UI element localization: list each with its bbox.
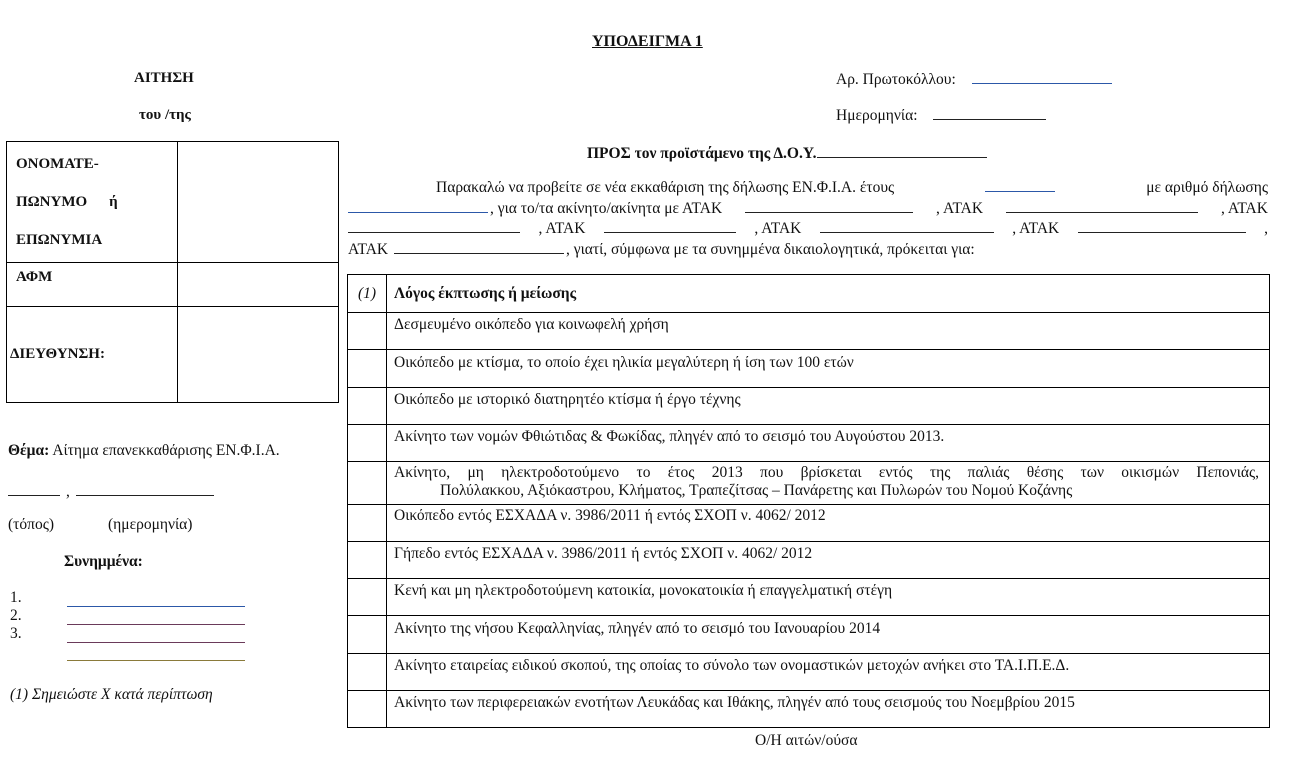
request-text-end: , γιατί, σύμφωνα με τα συνημμένα δικαιολογητικά, πρόκειται για: <box>565 240 975 258</box>
reason-text: Δεσμευμένο οικόπεδο για κοινωφελή χρήση <box>387 313 1270 350</box>
reason-text: Ακίνητο των νομών Φθιώτιδας & Φωκίδας, πληγέν από το σεισμό του Αυγούστου 2013. <box>387 425 1270 462</box>
signature-label: Ο/Η αιτών/ούσα <box>755 732 858 749</box>
request-text-1: Παρακαλώ να προβείτε σε νέα εκκαθάριση της δήλωσης ΕΝ.Φ.Ι.Α. έτους <box>436 179 895 196</box>
reason-row <box>348 654 1270 691</box>
date-caption: (ημερομηνία) <box>108 516 193 533</box>
reason-checkbox-cell[interactable] <box>348 542 387 579</box>
attachment-item: 1. <box>10 589 247 607</box>
footnote: (1) Σημειώστε Χ κατά περίπτωση <box>10 686 213 703</box>
attachment-field[interactable] <box>67 606 245 607</box>
addressee-row <box>587 145 989 163</box>
request-paragraph: Παρακαλώ να προβείτε σε νέα εκκαθάριση της δήλωσης ΕΝ.Φ.Ι.Α. έτους με αριθμό δήλωσης , για το/τα ακίνητο/ακίνητα με ΑΤΑΚ , ΑΤΑΚ , ΑΤΑΚ , ΑΤΑΚ , ΑΤΑΚ , ΑΤΑΚ , ΑΤΑΚ , γιατί, σύμφωνα με τα συνημμένα δικαιολογητικά, πρόκειται για: <box>348 179 1268 258</box>
attachment-field[interactable] <box>67 660 245 661</box>
atak-field-7[interactable] <box>394 253 564 254</box>
place-date-fields: , <box>8 483 216 501</box>
attachment-item <box>10 643 247 661</box>
reason-column-header: Λόγος έκπτωσης ή μείωσης <box>387 275 1270 313</box>
reason-row <box>348 388 1270 425</box>
reason-text-multiline <box>387 462 1270 505</box>
reasons-header-row <box>348 275 1270 313</box>
reason-row <box>348 616 1270 654</box>
afm-label-cell <box>7 263 178 307</box>
name-label-line2: ΠΩΝΥΜΟ ή <box>16 194 118 210</box>
addressee-label: ΠΡΟΣ τον προϊστάμενο της Δ.Ο.Υ. <box>587 145 817 162</box>
reason-checkbox-cell[interactable] <box>348 616 387 654</box>
reason-row <box>348 579 1270 616</box>
afm-value-cell[interactable] <box>178 263 339 307</box>
reason-row <box>348 542 1270 579</box>
afm-label: ΑΦΜ <box>16 269 53 285</box>
reason-checkbox-cell[interactable] <box>348 425 387 462</box>
place-field[interactable] <box>8 495 60 496</box>
address-value-cell[interactable] <box>178 307 339 403</box>
reasons-table <box>347 274 1270 728</box>
address-label: ΔΙΕΥΘΥΝΣΗ: <box>10 346 105 362</box>
document-title: ΥΠΟΔΕΙΓΜΑ 1 <box>592 33 703 50</box>
reason-row <box>348 462 1270 505</box>
reason-text-line2: Πολύλακκου, Αξιόκαστρου, Κλήματος, Τραπεζίτσας – Πανάρετης και Πυλωρών του Νομού Κοζάνης <box>440 482 1073 499</box>
reason-checkbox-cell[interactable] <box>348 579 387 616</box>
reason-text: Γήπεδο εντός ΕΣΧΑΔΑ ν. 3986/2011 ή εντός ΣΧΟΠ ν. 4062/ 2012 <box>387 542 1270 579</box>
reason-text: Οικόπεδο με ιστορικό διατηρητέο κτίσμα ή έργο τέχνης <box>387 388 1270 425</box>
atak-label: ΑΤΑΚ <box>1227 199 1268 217</box>
attachment-item: 2. <box>10 607 247 625</box>
protocol-number-field[interactable] <box>972 83 1112 84</box>
name-label-line1: ΟΝΟΜΑΤΕ- <box>16 156 99 172</box>
date-row <box>836 107 1048 125</box>
protocol-number-label: Αρ. Πρωτοκόλλου: <box>836 71 956 88</box>
atak-field-5[interactable] <box>820 232 994 233</box>
protocol-number-row <box>836 71 1114 89</box>
reason-text: Ακίνητο των περιφερειακών ενοτήτων Λευκάδας και Ιθάκης, πληγέν από τους σεισμούς του Νοεμβρίου 2015 <box>387 691 1270 728</box>
request-text-2: με αριθμό δήλωσης <box>1146 179 1268 196</box>
atak-label: ΑΤΑΚ <box>761 220 802 237</box>
reason-text: Οικόπεδο με κτίσμα, το οποίο έχει ηλικία μεγαλύτερη ή ίση των 100 ετών <box>387 350 1270 388</box>
atak-label: ΑΤΑΚ <box>545 220 586 237</box>
atak-field-1[interactable] <box>745 212 913 213</box>
atak-field-2[interactable] <box>1006 212 1198 213</box>
tax-office-field[interactable] <box>817 157 987 158</box>
reason-row <box>348 350 1270 388</box>
year-field[interactable] <box>985 191 1055 192</box>
reason-checkbox-cell[interactable] <box>348 691 387 728</box>
name-value-cell[interactable] <box>178 142 339 263</box>
subject-text: Αίτημα επανεκκαθάρισης ΕΝ.Φ.Ι.Α. <box>52 442 280 459</box>
atak-field-6[interactable] <box>1078 232 1246 233</box>
application-subheading: του /της <box>139 107 191 123</box>
reason-row <box>348 425 1270 462</box>
reason-row <box>348 691 1270 728</box>
signing-date-field[interactable] <box>76 495 214 496</box>
attachments-label: Συνημμένα: <box>64 553 143 570</box>
applicant-details-table <box>6 141 339 403</box>
reason-text: Ακίνητο εταιρείας ειδικού σκοπού, της οποίας το σύνολο των ονομαστικών μετοχών ανήκει στο ΤΑ.Ι.Π.Ε.Δ. <box>387 654 1270 691</box>
reason-text: Οικόπεδο εντός ΕΣΧΑΔΑ ν. 3986/2011 ή εντός ΣΧΟΠ ν. 4062/ 2012 <box>387 505 1270 542</box>
request-text-3: , για το/τα ακίνητο/ακίνητα με ΑΤΑΚ <box>490 199 723 217</box>
atak-field-3[interactable] <box>348 232 520 233</box>
subject-row <box>8 442 280 460</box>
address-label-cell <box>7 307 178 403</box>
atak-label: , <box>936 199 943 217</box>
name-label-cell <box>7 142 178 263</box>
atak-field-4[interactable] <box>604 232 736 233</box>
date-label: Ημερομηνία: <box>836 107 918 124</box>
reason-checkbox-cell[interactable] <box>348 505 387 542</box>
reason-checkbox-cell[interactable] <box>348 313 387 350</box>
reason-text: Ακίνητο της νήσου Κεφαλληνίας, πληγέν από το σεισμό του Ιανουαρίου 2014 <box>387 616 1270 654</box>
mark-column-header: (1) <box>348 275 387 313</box>
name-label-line3: ΕΠΩΝΥΜΙΑ <box>16 232 103 248</box>
attachment-field[interactable] <box>67 642 245 643</box>
atak-label: ΑΤΑΚ <box>348 240 389 258</box>
attachments-list <box>10 589 247 661</box>
reason-text: Κενή και μη ηλεκτροδοτούμενη κατοικία, μονοκατοικία ή επαγγελματική στέγη <box>387 579 1270 616</box>
place-caption: (τόπος) <box>8 516 55 533</box>
reason-row <box>348 505 1270 542</box>
reason-checkbox-cell[interactable] <box>348 462 387 505</box>
atak-label: ΑΤΑΚ <box>1019 220 1060 237</box>
subject-label: Θέμα: <box>8 442 50 459</box>
application-heading: ΑΙΤΗΣΗ <box>134 70 194 86</box>
reason-text-line1: Ακίνητο, μη ηλεκτροδοτούμενο το έτος 2013 που βρίσκεται εντός της παλιάς θέσης των οικισμών Πεπονιάς, <box>394 464 1259 481</box>
reason-row <box>348 313 1270 350</box>
reason-checkbox-cell[interactable] <box>348 388 387 425</box>
date-field[interactable] <box>933 119 1046 120</box>
reason-checkbox-cell[interactable] <box>348 350 387 388</box>
declaration-number-field[interactable] <box>348 212 488 213</box>
attachment-field[interactable] <box>67 624 245 625</box>
attachment-item: 3. <box>10 625 247 643</box>
reason-checkbox-cell[interactable] <box>348 654 387 691</box>
